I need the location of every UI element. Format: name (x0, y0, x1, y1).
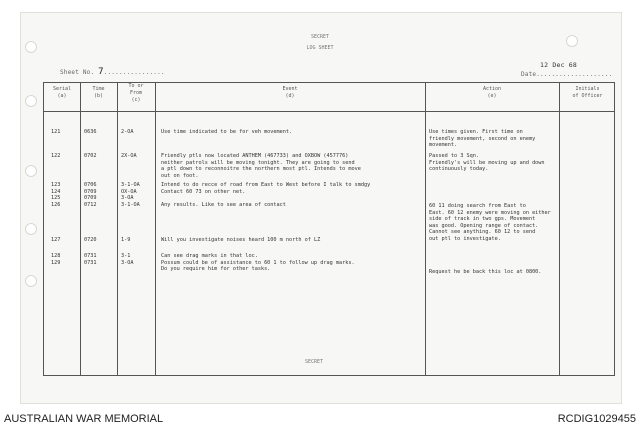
action-line: Cannot see anything. 60 12 to send (429, 229, 536, 235)
action-line: 60 11 doing search from East to (429, 203, 526, 209)
time-cell: 0709 (84, 188, 97, 195)
punch-hole (25, 223, 37, 235)
time-cell: 0731 (84, 253, 97, 259)
action-line: Passed to 3 Sqn. (429, 153, 479, 159)
event-line: Use time indicated to be for veh movement. (161, 129, 293, 135)
event-line: Intend to do recce of road from East to West before I talk to smdgy (161, 182, 371, 188)
serial-cell: 126 (51, 201, 61, 208)
time-cell: 0731 (84, 259, 97, 266)
archive-footer (0, 410, 640, 428)
to-from-cell: OX-OA (121, 188, 137, 195)
action-line: Use times given. First time on (429, 129, 523, 135)
serial-cell: 121 (51, 129, 61, 135)
action-line: East. 60 12 enemy were moving on either (429, 209, 551, 216)
punch-hole (25, 41, 37, 53)
event-line: Will you investigate noises heard 100 m north of LZ (161, 237, 321, 243)
event-line: out on foot. (161, 172, 199, 179)
serial-cell: 129 (51, 259, 61, 266)
time-cell: 0709 (84, 195, 97, 201)
to-from-cell: 3-1-OA (121, 201, 140, 208)
event-line: Contact 60 73 on other net. (161, 188, 246, 195)
serial-cell: 125 (51, 195, 61, 201)
action-line: Friendly's will be moving up and down (429, 159, 545, 166)
time-cell: 0706 (84, 182, 97, 188)
archive-name: AUSTRALIAN WAR MEMORIAL (4, 413, 164, 425)
column-header-initials: Initials of Officer (572, 86, 603, 99)
column-header-action: Action (e) (482, 86, 502, 99)
punch-hole (25, 165, 37, 177)
punch-hole (566, 35, 578, 47)
sheet-title: LOG SHEET (306, 45, 334, 51)
serial-cell: 127 (51, 237, 61, 243)
date-value: 12 Dec 68 (540, 61, 578, 69)
event-line: neither patrols will be moving tonight. They are going to send (161, 159, 355, 166)
to-from-cell: 1-9 (121, 237, 131, 243)
time-cell: 0702 (84, 153, 97, 159)
action-line: side of track in two gps. Movement (429, 216, 536, 222)
sheet-number-value: 7 (98, 67, 104, 77)
to-from-cell: 3-OA (121, 259, 134, 266)
action-line: out ptl to investigate. (429, 235, 501, 242)
archive-reference: RCDIG1029455 (557, 413, 636, 425)
punch-hole (25, 275, 37, 287)
classification-bottom: SECRET (304, 359, 324, 365)
column-header-event: Event (d) (282, 86, 298, 99)
action-line: Request he be back this loc at 0800. (429, 269, 542, 275)
event-line: Any results. Like to see area of contact (161, 201, 286, 208)
column-header-time: Time (b) (92, 86, 105, 99)
sheet-number-label: Sheet No. 7................ (60, 67, 165, 77)
serial-cell: 123 (51, 182, 61, 188)
event-line: Do you require him for other tasks. (161, 266, 271, 272)
classification-top: SECRET (310, 34, 330, 40)
to-from-cell: 3-OA (121, 195, 134, 201)
event-line: Can see drag marks in that loc. (161, 253, 258, 259)
serial-cell: 122 (51, 153, 61, 159)
time-cell: 0712 (84, 201, 97, 208)
time-cell: 0720 (84, 237, 97, 243)
to-from-cell: 3-1 (121, 253, 131, 259)
log-table (43, 82, 615, 376)
event-line: Friendly ptls now located ANTHEM (467733) and OXBOW (457776) (161, 153, 349, 159)
event-line: Possum could be of assistance to 60 1 to follow up drag marks. (161, 259, 355, 266)
to-from-cell: 3-1-OA (121, 182, 140, 188)
serial-cell: 124 (51, 188, 61, 195)
date-label: Date.................... (521, 71, 613, 78)
to-from-cell: 2-OA (121, 129, 134, 135)
serial-cell: 128 (51, 253, 61, 259)
punch-hole (25, 95, 37, 107)
to-from-cell: 2X-OA (121, 153, 137, 159)
column-header-serial: Serial (a) (52, 86, 72, 99)
action-line: movement. (429, 142, 458, 148)
action-line: continuously today. (429, 166, 489, 172)
column-header-to-from: To or From (c) (128, 83, 144, 103)
action-line: was good. Opening range of contact. (429, 222, 539, 229)
event-line: a ptl down to reconnoitre the northern most ptl. Intends to move (161, 166, 361, 172)
time-cell: 0636 (84, 129, 97, 135)
action-line: friendly movement, second on enemy (429, 135, 536, 142)
